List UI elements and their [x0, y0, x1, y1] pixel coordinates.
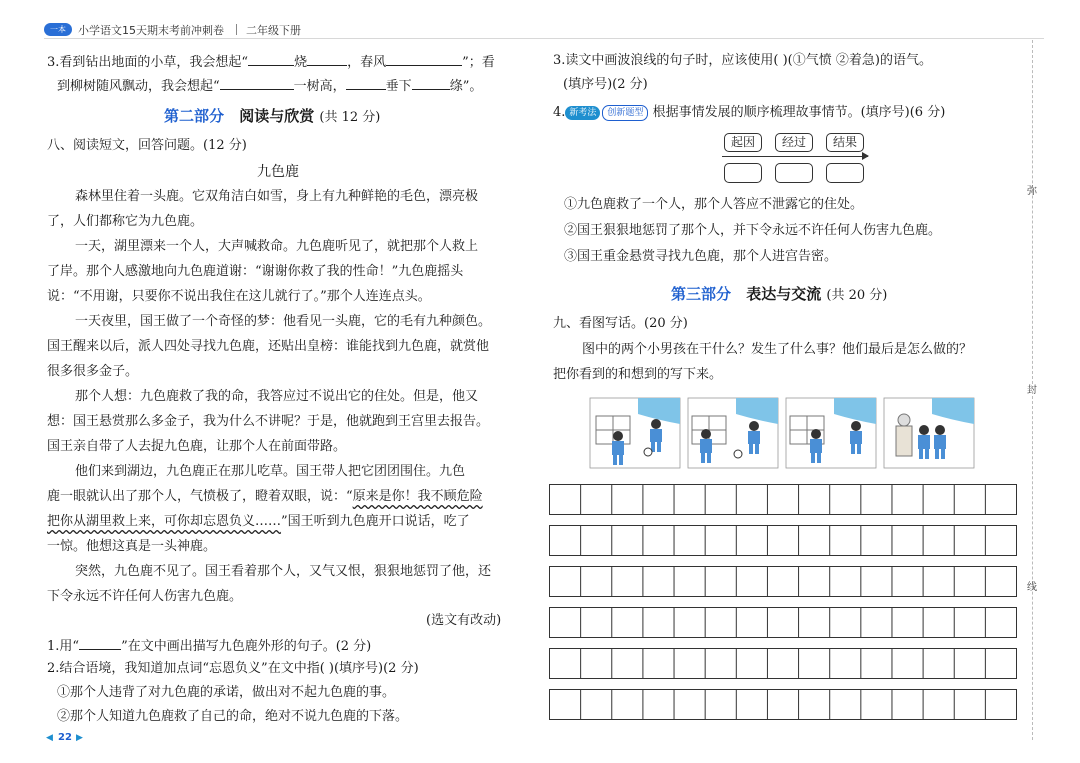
comic-panel-2: [688, 398, 778, 468]
story-line: 把你从湖里救上来，可你却忘恩负义……”国王听到九色鹿开口说话，吃了: [47, 514, 470, 529]
part3-heading: 第三部分 表达与交流 (共 20 分): [671, 285, 888, 303]
prev-page-icon[interactable]: ◀: [46, 733, 53, 743]
writing-grid[interactable]: [549, 484, 1017, 720]
flow-arrow-line: [722, 156, 868, 157]
event-2: ②国王狠狠地惩罚了那个人，并下令永远不许任何人伤害九色鹿。: [564, 223, 942, 238]
binding-char: 弥: [1027, 186, 1037, 197]
binding-char: 线: [1027, 582, 1037, 593]
story-line: 一惊。他想这真是一头神鹿。: [47, 539, 217, 554]
story-line: 国王亲自带了人去捉九色鹿，让那个人在前面带路。: [47, 439, 347, 454]
q3-right-line2: (填序号)(2 分): [563, 77, 648, 92]
wavy-sentence: 原来是你！我不顾危险: [352, 489, 483, 504]
page-number: 22: [58, 732, 72, 743]
story-line: 很多很多金子。: [47, 364, 139, 379]
flow-answer-box-1[interactable]: [724, 163, 762, 183]
q4-line: 4. 新考法 创新题型 根据事情发展的顺序梳理故事情节。(填序号)(6 分): [553, 105, 946, 120]
story-line: 下令永远不许任何人伤害九色鹿。: [47, 589, 243, 604]
flow-answer-box-3[interactable]: [826, 163, 864, 183]
flow-label-cause: 起因: [724, 133, 762, 152]
flow-answer-box-2[interactable]: [775, 163, 813, 183]
q2-option-2: ②那个人知道九色鹿救了自己的命，绝对不说九色鹿的下落。: [57, 709, 409, 724]
part2-heading: 第二部分 阅读与欣赏 (共 12 分): [164, 107, 381, 125]
event-1: ①九色鹿救了一个人，那个人答应不泄露它的住处。: [564, 197, 864, 212]
q9-title: 九、看图写话。(20 分): [553, 316, 688, 331]
story-line: 鹿一眼就认出了那个人，气愤极了，瞪着双眼，说：“原来是你！我不顾危险: [47, 489, 483, 504]
q2-left: 2.结合语境，我知道加点词“忘恩负义”在文中指( )(填序号)(2 分): [47, 661, 419, 676]
comic-panel-3: [786, 398, 876, 468]
story-line: 了岸。那个人感激地向九色鹿道谢：“谢谢你救了我的性命！”九色鹿摇头: [47, 264, 464, 279]
event-3: ③国王重金悬赏寻找九色鹿，那个人进宫告密。: [564, 249, 838, 264]
comic-panel-4: [884, 398, 974, 468]
innovative-tag: 创新题型: [602, 105, 648, 121]
publisher-logo: 一本: [44, 23, 72, 36]
comic-strip-illustration: [588, 394, 976, 476]
story-title: 九色鹿: [257, 164, 299, 180]
header-divider: [236, 24, 237, 35]
flow-label-result: 结果: [826, 133, 864, 152]
q9-prompt-line2: 把你看到的和想到的写下来。: [553, 367, 723, 382]
q3-right-line1: 3.读文中画波浪线的句子时，应该使用( )(①气愤 ②着急)的语气。: [553, 53, 932, 68]
story-line: 他们来到湖边，九色鹿正在那儿吃草。国王带人把它团团围住。九色: [75, 464, 466, 479]
story-line: 一天，湖里漂来一个人，大声喊救命。九色鹿听见了，就把那个人救上: [75, 239, 479, 254]
story-line: 突然，九色鹿不见了。国王看着那个人，又气又恨，狠狠地惩罚了他，还: [75, 564, 492, 579]
flow-label-process: 经过: [775, 133, 813, 152]
series-title: 小学语文15天期末考前冲刺卷: [78, 24, 224, 37]
header-rule: [44, 38, 1044, 39]
story-line: 森林里住着一头鹿。它双角洁白如雪，身上有九种鲜艳的毛色，漂亮极: [75, 189, 479, 204]
story-line: 那个人想：九色鹿救了我的命，我答应过不说出它的住处。但是，他又: [75, 389, 479, 404]
grade-label: 二年级下册: [246, 24, 301, 37]
new-method-tag: 新考法: [565, 106, 600, 120]
q8-title: 八、阅读短文，回答问题。(12 分): [47, 138, 247, 153]
q3-left-line2: 到柳树随风飘动，我会想起“ 一树高， 垂下 绦”。: [57, 76, 482, 96]
story-line: 说：“不用谢，只要你不说出我住在这儿就行了。”那个人连连点头。: [47, 289, 431, 304]
story-line: 了，人们都称它为九色鹿。: [47, 214, 204, 229]
q1-left: 1.用“ ”在文中画出描写九色鹿外形的句子。(2 分): [47, 636, 371, 656]
story-line: 国王醒来以后，派人四处寻找九色鹿，还贴出皇榜：谁能找到九色鹿，就赏他: [47, 339, 490, 354]
story-line: 一天夜里，国王做了一个奇怪的梦：他看见一头鹿，它的毛有九种颜色。: [75, 314, 492, 329]
flow-arrow-icon: [862, 152, 869, 160]
wavy-sentence: 把你从湖里救上来，可你却忘恩负义……: [47, 514, 282, 529]
binding-char: 封: [1027, 385, 1037, 396]
q9-prompt-line1: 图中的两个小男孩在干什么？发生了什么事？他们最后是怎么做的？: [582, 342, 973, 357]
q3-left-line1: 3.看到钻出地面的小草，我会想起“ 烧 ，春风 ”；看: [47, 52, 495, 72]
comic-panel-1: [590, 398, 680, 468]
next-page-icon[interactable]: ▶: [76, 733, 83, 743]
source-note: (选文有改动): [426, 613, 502, 628]
q2-option-1: ①那个人违背了对九色鹿的承诺，做出对不起九色鹿的事。: [57, 685, 396, 700]
story-line: 想：国王悬赏那么多金子，我为什么不讲呢？于是，他就跑到王宫里去报告。: [47, 414, 490, 429]
